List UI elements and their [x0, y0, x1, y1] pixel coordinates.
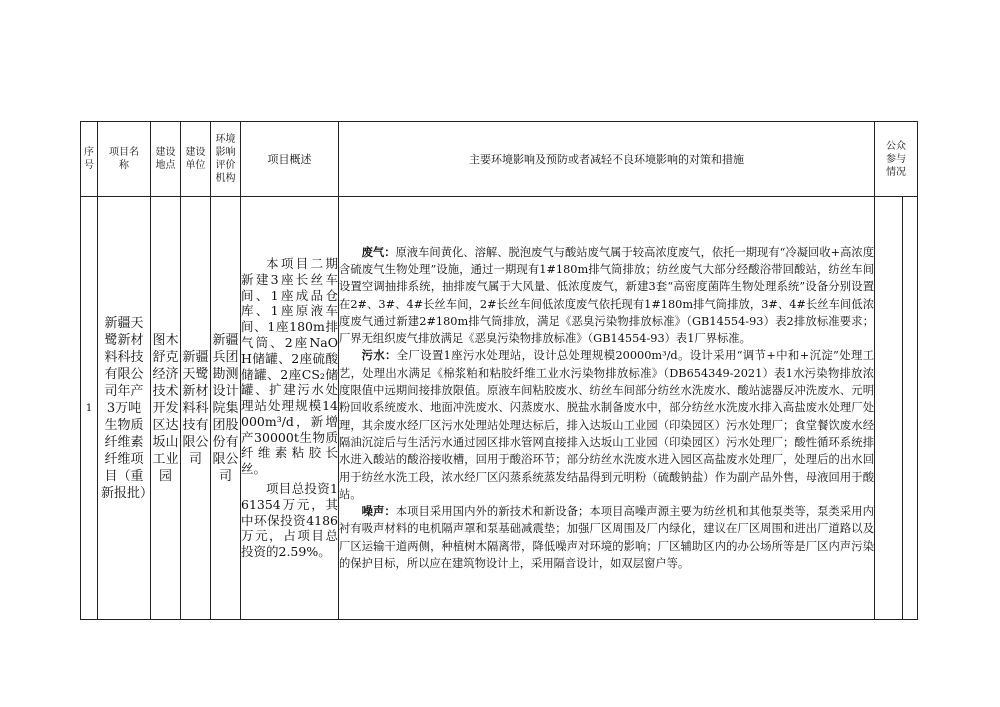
- header-name: 项目名称: [98, 122, 151, 197]
- header-seq: 序号: [81, 122, 98, 197]
- water-measures: [339, 347, 874, 503]
- table-row: [81, 197, 918, 620]
- noise-text: 本项目采用国内外的新技术和新设备；本项目高噪声源主要为纺丝机和其他泵类等，泵类采用内衬有吸声材料的电机隔声罩和泵基础减震垫；加强厂区周围及厂内绿化，建议在厂区周围和进出厂道路以及厂区运输干道两侧，种植树木隔离带，降低噪声对环境的影响；厂区辅助区内的办公场所等是厂区内声污染的保护目标，所以应在建筑物设计上，采用隔音设计，如双层窗户等。: [339, 505, 874, 571]
- header-location: 建设地点: [151, 122, 181, 197]
- gas-label: 废气：: [361, 244, 396, 259]
- header-measures: 主要环境影响及预防或者减轻不良环境影响的对策和措施: [339, 122, 875, 197]
- cell-builder: 新疆天鹭新材料科技有限公司: [181, 197, 211, 620]
- cell-location: 图木舒克经济技术开发区达坂山工业园: [151, 197, 181, 620]
- gas-measures: [339, 244, 874, 348]
- water-text: 全厂设置1座污水处理站，设计总处理规模20000m³/d。设计采用“调节+中和+沉淀”处理工艺，处理出水满足《棉浆粕和粘胶纤维工业水污染物排放标准》（DB654349-2021）表1水污染物排放浓度限值中远期间接排放限值。原液车间粘胶废水、纺丝车间部分纺丝水洗废水、酸站滤器反冲洗废水、元明粉回收系统废水、地面冲洗废水、闪蒸废水、脱盐水制备废水中，部分纺丝水洗废水排入高盐废水处理厂处理，其余废水经厂区污水处理站处理达标后，排入达坂山工业园（印染园区）污水处理厂；食堂餐饮废水经隔油沉淀后与生活污水通过园区排水管网直接排入达坂山工业园（印染园区）污水处理厂；酸性循环系统排水进入酸站的酸浴接收槽，回用于酸浴环节；部分纺丝水洗废水进入园区高盐废水处理厂，处理后的出水回用于纺丝水洗工段，浓水经厂区闪蒸系统蒸发结晶得到元明粉（硫酸钠盐）作为副产品外售，母液回用于酸站。: [339, 349, 874, 501]
- overview-investment: 项目总投资161354万元，其中环保投资4186万元，占项目总投资的2.59%。: [241, 481, 338, 560]
- header-eia-org: 环境影响评价机构: [211, 122, 241, 197]
- eia-table: [80, 121, 918, 620]
- noise-measures: [339, 503, 874, 572]
- cell-overview: [241, 197, 339, 620]
- header-builder: 建设单位: [181, 122, 211, 197]
- header-row: [81, 122, 918, 197]
- cell-measures: [339, 197, 875, 620]
- cell-project-name: 新疆天鹭新材料科技有限公司年产3万吨生物质纤维素纤维项目（重新报批）: [98, 197, 151, 620]
- noise-label: 噪声：: [361, 504, 396, 519]
- water-label: 污水：: [361, 348, 397, 363]
- cell-eia-org: 新疆兵团勘测设计院集团股份有限公司: [211, 197, 241, 620]
- cell-seq: 1: [81, 197, 98, 620]
- cell-public-extra: [903, 197, 918, 620]
- cell-public: [875, 197, 903, 620]
- overview-paragraph: 本项目二期新建3座长丝车间、1座成品仓库、1座原液车间、1座180m排气筒、2座NaOH储罐、2座硫酸储罐、2座CS₂储罐、扩建污水处理站处理规模14000m³/d，新增产30000t生物质纤维素粘胶长丝。: [241, 255, 338, 477]
- header-public: 公众参与情况: [875, 122, 918, 197]
- gas-text: 原液车间黄化、溶解、脱泡废气与酸站废气属于较高浓度废气，依托一期现有“冷凝回收+高浓度含硫废气生物处理”设施，通过一期现有1#180m排气筒排放；纺丝废气大部分经酸浴带回酸站，纺丝车间设置空调抽排系统，抽排废气属于大风量、低浓度废气，新建3套“高密度菌阵生物处理系统”设备分别设置在2#、3#、4#长丝车间，2#长丝车间低浓度废气依托现有1#180m排气筒排放，3#、4#长丝车间低浓度废气通过新建2#180m排气筒排放，满足《恶臭污染物排放标准》（GB14554-93）表2排放标准要求；厂界无组织废气排放满足《恶臭污染物排放标准》（GB14554-93）表1厂界标准。: [339, 245, 874, 346]
- header-overview: 项目概述: [241, 122, 339, 197]
